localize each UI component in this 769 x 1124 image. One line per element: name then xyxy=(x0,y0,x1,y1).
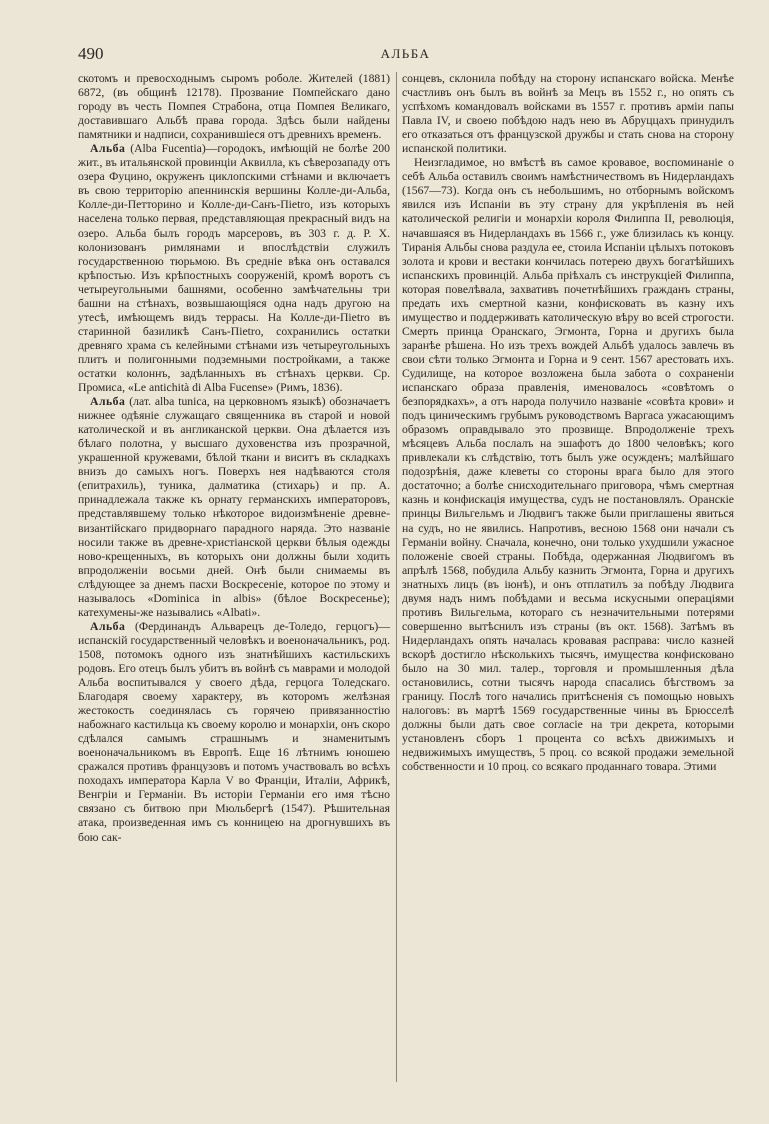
entry-text: (Alba Fucentia)—городокъ, имѣющій не болѣе 200 жит., въ итальянской провинціи Аквилла, къ сѣверозападу отъ озера Фуцино, окруженъ циклопскими стѣнами и включаетъ въ свою территорію апеннинскія вершины Колле-ди-Альба, Колле-ди-Петторино и Колле-ди-Санъ-Пietro, изъ которыхъ населена только первая, представляющая прекрасный видъ на озеро. Альба былъ городъ марсеровъ, въ 303 г. д. Р. Х. колонизованъ римлянами и впослѣдствіи служилъ государственною тюрьмою. Въ средніе вѣка онъ оставался крѣпостью. Изъ крѣпостныхъ сооруженій, кромѣ воротъ съ четыреугольными башнями, особенно замѣчательны три башни на стѣнахъ, возвышающіяся одна надъ другою на утесѣ, имѣющемъ видъ террасы. На Колле-ди-Пietro въ старинной базиликѣ Санъ-Пietro, сохранились остатки древняго храма съ келейными стѣнами изъ четыреугольныхъ плитъ и полигонными подземными постройками, а также остатки колоннъ, задѣланныхъ въ стѣнахъ церкви. Ср. Промиса, «Le antichità di Alba Fucense» (Римъ, 1836). xyxy=(78,142,390,395)
entry-paragraph xyxy=(78,395,390,620)
entry-paragraph xyxy=(78,72,390,142)
entry-headword: Альба xyxy=(90,395,126,409)
page-number: 490 xyxy=(78,44,104,63)
running-head: АЛЬБА xyxy=(380,46,431,61)
entry-text: сонцевъ, склонила побѣду на сторону испанскаго войска. Менѣе счастливъ онъ былъ въ войнѣ за Мецъ въ 1552 г., но опять съ успѣхомъ командовалъ войсками въ 1557 г. противъ арміи папы Павла IV, и своею побѣдою надъ нею въ Абруццахъ принудилъ его отказаться отъ французской дружбы и стать снова на сторону испанской политики. xyxy=(402,72,734,156)
entry-headword: Альба xyxy=(90,619,126,633)
entry-paragraph xyxy=(402,72,734,156)
right-column xyxy=(402,72,734,774)
page-header xyxy=(78,44,733,66)
entry-headword: Альба xyxy=(90,142,126,156)
entry-text: скотомъ и превосходнымъ сыромъ роболе. Жителей (1881) 6872, (въ общинѣ 12178). Прозвание Помпейскаго дано городу въ честь Помпея Страбона, отца Помпея Великаго, доставившаго Альбѣ права города. Здѣсь были найдены памятники и надписи, сохранившіеся отъ древнихъ временъ. xyxy=(78,72,390,142)
left-column xyxy=(78,72,390,845)
entry-text: Неизгладимое, но вмѣстѣ въ самое кровавое, воспоминаніе о себѣ Альба оставилъ своимъ намѣстничествомъ въ Нидерландахъ (1567—73). Когда онъ съ небольшимъ, но отборнымъ войскомъ явился изъ Испаніи въ эту страну для укрѣпленія въ ней католической религіи и монархіи короля Филиппа II, революція, начавшаяся въ Нидерландахъ въ 1566 г., уже близилась къ концу. Тиранія Альбы снова раздула ее, стоила Испаніи цѣлыхъ потоковъ золота и крови и вестаки кончилась потерею двухъ богатѣйшихъ испанскихъ провинцій. Альба пріѣхалъ съ инструкціей Филиппа, которая повелѣвала, захвативъ почетнѣйшихъ гражданъ страны, предать ихъ смертной казни, конфисковать въ казну ихъ имущество и поддерживать католическую вѣру во всей строгости. Смерть принца Оранскаго, Эгмонта, Горна и другихъ была заранѣе рѣшена. Но изъ трехъ вождей Альбѣ удалось завлечь въ свои сѣти только Эгмонта и Горна и 9 сент. 1567 арестовать ихъ. Судилище, на которое возложена была забота о сохраненіи испанскаго образа правленія, именовалось «совѣтомъ о безпорядкахъ», а отъ народа получило названіе «совѣта крови» и подъ циническимъ грубымъ руководствомъ Варгаса ужасающимъ образомъ оправдывало это прозвище. Впродолженіе трехъ мѣсяцевъ Альба послалъ на эшафотъ до 1800 человѣкъ; кого привлекали къ слѣдствію, тотъ былъ уже осужденъ; малѣйшаго подозрѣнія, даже клеветы со стороны врага было для этого достаточно; а болѣе снисходительнаго приговора, чѣмъ смертная казнь и конфискація имущества, судъ не постановлялъ. Оранскіе принцы Вильгельмъ и Людвигъ также были приглашены явиться на судъ, но не явились. Напротивъ, весною 1568 они начали съ Германіи войну. Сначала, конечно, они только ухудшили ужасное положеніе своей страны. Побѣда, одержанная Людвигомъ въ апрѣлѣ 1568, побудила Альбу казнить Эгмонта, Горна и другихъ знатныхъ лицъ (въ іюнѣ), и онъ отплатилъ за побѣду Людвига двумя надъ нимъ побѣдами и весьма искусными операціями противъ Вильгельма, котораго съ незначительными потерями совершенно вытѣснилъ изъ страны (въ окт. 1568). Затѣмъ въ Нидерландахъ опять началась кровавая расправа: число казней вскорѣ достигло нѣсколькихъ тысячъ, имущества конфисковано было на 30 мил. талер., торговля и промышленныя дѣла остановились, сотни тысячъ народа спасались бѣгствомъ за границу. Послѣ того начались притѣсненія съ помощью новыхъ налоговъ: въ мартѣ 1569 государственные чины въ Брюсселѣ должны были дать свое согласіе на три декрета, которыми установленъ сборъ 1 процента со всѣхъ движимыхъ и недвижимыхъ имуществъ, 5 проц. со всякой продажи земельной собственности и 10 проц. со всякаго проданнаго товара. Этими xyxy=(402,156,734,774)
entry-text: (Фердинандъ Альварецъ де-Толедо, герцогъ)—испанскій государственный человѣкъ и военоначальникъ, род. 1508, потомокъ одного изъ знатнѣйшихъ кастильскихъ родовъ. Его отецъ былъ убитъ въ войнѣ съ маврами и молодой Альба воспитывался у своего дѣда, герцога Толедскаго. Благодаря своему характеру, въ которомъ желѣзная жестокость соединялась съ горячею привязанностію набожнаго кастильца къ своему королю и монархіи, онъ скоро сдѣлался самымъ страшнымъ и знаменитымъ военоначальникомъ въ Европѣ. Еще 16 лѣтнимъ юношею сражался противъ французовъ и потомъ участвовалъ во всѣхъ походахъ императора Карла V во Франціи, Италіи, Африкѣ, Венгріи и Германіи. Въ исторіи Германіи его имя тѣсно связано съ битвою при Мюльбергѣ (1547). Рѣшительная атака, произведенная имъ съ конницею на дрогнувшихъ въ бою сак- xyxy=(78,619,390,844)
entry-text: (лат. alba tunica, на церковномъ языкѣ) обозначаетъ нижнее одѣяніе служащаго священника въ старой и новой католической и въ англиканской церкви. Она дѣлается изъ бѣлаго полотна, у высшаго духовенства изъ прозрачной, украшенной кружевами, бѣлой ткани и виситъ въ складкахъ внизъ до самыхъ ногъ. Поверхъ нея надѣваются столя (епитрахиль), туника, далматика (стихарь) и пр. А. принадлежала также къ орнату германскихъ императоровъ, представлявшему только нѣкоторое видоизмѣненіе древне-византійскаго придворнаго парадного наряда. Это названіе носили также въ древне-христіанской церкви бѣлыя одежды ново-крещенныхъ, въ которыхъ они должны были ходить впродолженіи восьми дней. Онѣ были снимаемы въ слѣдующее за днемъ пасхи Воскресеніе, которое по этому и называлось «Dominica in albis» (бѣлое Воскресенье); катехумены-же назывались «Albati». xyxy=(78,395,391,619)
entry-paragraph xyxy=(78,620,390,845)
entry-paragraph xyxy=(402,156,734,774)
entry-paragraph xyxy=(78,142,390,395)
column-divider xyxy=(396,72,397,1082)
